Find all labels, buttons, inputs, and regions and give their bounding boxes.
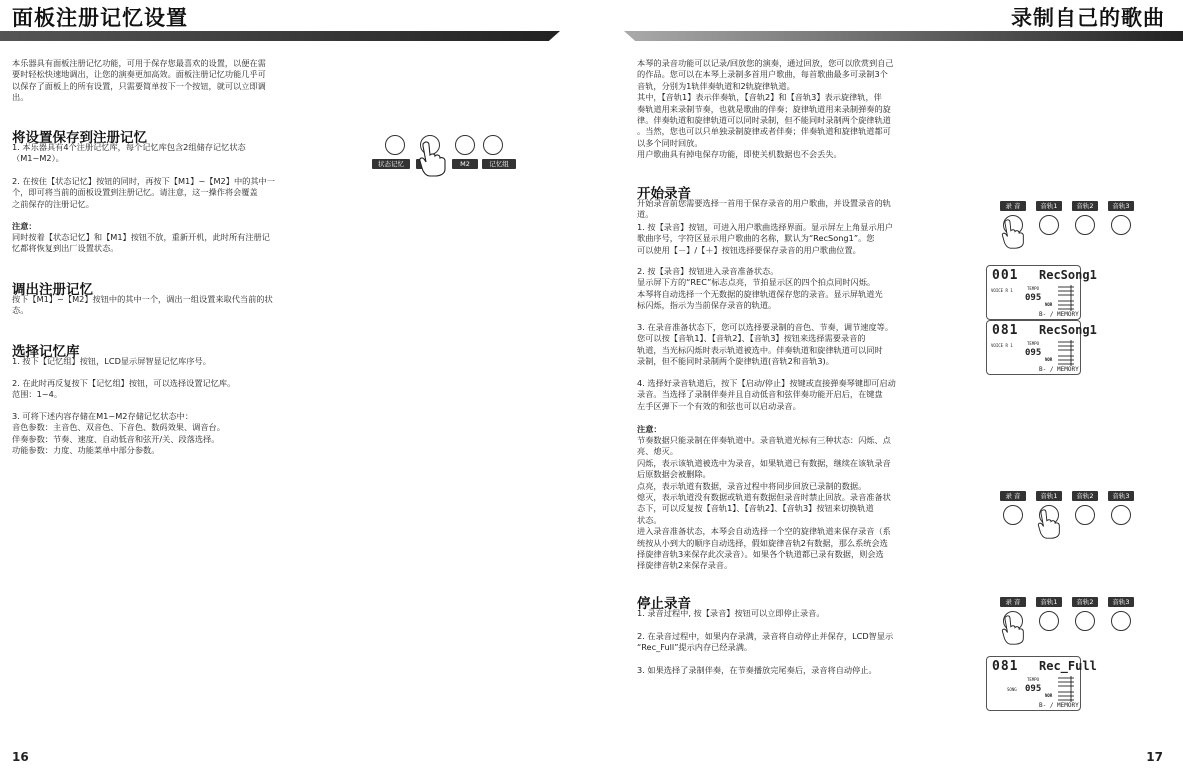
- track-2-button: [1075, 505, 1095, 525]
- lcd-display-1: [986, 265, 1097, 320]
- lcd-song-number: 081: [992, 323, 1019, 338]
- pressing-hand-icon: [418, 141, 452, 177]
- lcd-memory-label: B- / MEMORY: [1039, 702, 1079, 709]
- lcd-tempo-value: 095: [1025, 684, 1042, 694]
- lcd-display-2: [986, 320, 1097, 375]
- lcd-song-name: RecSong1: [1039, 323, 1097, 337]
- lcd-memory-label: B- / MEMORY: [1039, 366, 1079, 373]
- pressing-hand-icon: [1000, 615, 1030, 645]
- track-label-3: 音轨3: [1108, 597, 1134, 607]
- track-panel-1: [998, 201, 1148, 243]
- lcd-voice-indicator: VOICE R 1: [991, 343, 1013, 348]
- lcd-tempo-value: 095: [1025, 348, 1042, 358]
- track-label-1: 音轨1: [1036, 201, 1062, 211]
- start-step-3: 3. 在录音准备状态下，您可以选择要录制的音色、节奏，调节速度等。 您可以按【音轨1】、【音轨2】、【音轨3】按钮来选择需要录音的 轨道，当光标闪烁时表示轨道被选中。伴奏轨道和旋律轨道可以同时 录制，但不能同时录制两个旋律轨道(音轨2和音轨3)。: [637, 322, 894, 367]
- lcd-staff-icon: [1058, 283, 1074, 313]
- start-step-1: 1. 按【录音】按钮，可进入用户歌曲选择界面。显示屏左上角显示用户 歌曲序号，字符区显示用户歌曲的名称，默认为“RecSong1”。您 可以使用【－】/【＋】按钮选择要保存录音的用户歌曲位置。: [637, 222, 894, 255]
- title-band-right: [624, 31, 1183, 41]
- title-band-left: [0, 31, 560, 41]
- lcd-nor-label: NOR: [1045, 357, 1053, 362]
- right-page: [608, 0, 1183, 772]
- track-panel-2: [998, 491, 1148, 533]
- registration-panel-illustration: [370, 135, 520, 175]
- track-panel-3: [998, 597, 1148, 639]
- lcd-song-indicator: SONG: [1007, 687, 1017, 692]
- panel-label-bank: 记忆组: [482, 159, 516, 169]
- track-label-record: 录 音: [1000, 597, 1026, 607]
- panel-button-memory: [385, 135, 405, 155]
- recall-text: 按下【M1】~【M2】按钮中的其中一个，调出一组设置来取代当前的状 态。: [12, 294, 273, 316]
- lcd-tempo-value: 095: [1025, 293, 1042, 303]
- lcd-nor-label: NOR: [1045, 302, 1053, 307]
- save-step-1: 1. 本乐器具有4个注册记忆库，每个记忆库包含2组储存记忆状态 （M1~M2）。: [12, 142, 246, 164]
- lcd-memory-label: B- / MEMORY: [1039, 311, 1079, 318]
- lcd-voice-indicator: VOICE R 1: [991, 288, 1013, 293]
- bank-step-1: 1. 按下【记忆组】按钮，LCD显示屏智显记忆库序号。: [12, 356, 211, 366]
- track-label-record: 录 音: [1000, 201, 1026, 211]
- bank-step-2: 2. 在此时再反复按下【记忆组】按钮，可以选择设置记忆库。 范围：1~4。: [12, 378, 236, 400]
- track-label-record: 录 音: [1000, 491, 1026, 501]
- track-label-2: 音轨2: [1072, 491, 1098, 501]
- lcd-tempo-label: TEMPO: [1027, 286, 1040, 291]
- lcd-tempo-label: TEMPO: [1027, 677, 1040, 682]
- track-label-1: 音轨1: [1036, 491, 1062, 501]
- save-note-label: 注意：: [12, 221, 37, 231]
- save-note-text: 同时按着【状态记忆】和【M1】按钮不放，重新开机，此时所有注册记 忆都将恢复到出厂设置状态。: [12, 232, 270, 254]
- track-2-button: [1075, 215, 1095, 235]
- start-step-2: 2. 按【录音】按钮进入录音准备状态。 显示屏下方的“REC”标志点亮，节拍显示区的四个拍点同时闪烁。 本琴将自动选择一个无数据的旋律轨道保存您的录音。显示屏轨道光 标闪烁，指示为当前保存录音的轨道。: [637, 266, 883, 311]
- pressing-hand-icon: [1000, 219, 1030, 249]
- start-recording-intro: 开始录音前您需要选择一首用于保存录音的用户歌曲，并设置录音的轨 道。: [637, 198, 891, 220]
- lcd-display-3: [986, 656, 1097, 711]
- stop-step-3: 3. 如果选择了录制伴奏，在节奏播放完尾奏后，录音将自动停止。: [637, 665, 877, 675]
- page-title-right: 录制自己的歌曲: [1011, 6, 1165, 30]
- stop-step-1: 1. 录音过程中, 按【录音】按钮可以立即停止录音。: [637, 608, 825, 618]
- page-number-right: 17: [1146, 750, 1163, 764]
- lcd-song-name: Rec_Full: [1039, 659, 1097, 673]
- record-button: [1003, 505, 1023, 525]
- intro-text-left: 本乐器具有面板注册记忆功能，可用于保存您最喜欢的设置，以便在需 要时轻松快速地调出，让您的演奏更加高效。面板注册记忆功能几乎可 以保存了面板上的所有设置，只需要简单按下一个按钮，就可以立即调 出。: [12, 58, 266, 103]
- panel-label-m2: M2: [452, 159, 478, 169]
- track-1-button: [1039, 611, 1059, 631]
- track-label-2: 音轨2: [1072, 201, 1098, 211]
- track-2-button: [1075, 611, 1095, 631]
- lcd-staff-icon: [1058, 338, 1074, 368]
- heading-save-registration: 将设置保存到注册记忆: [12, 130, 147, 146]
- track-label-2: 音轨2: [1072, 597, 1098, 607]
- track-label-3: 音轨3: [1108, 201, 1134, 211]
- panel-label-memory: 状态记忆: [372, 159, 410, 169]
- track-label-1: 音轨1: [1036, 597, 1062, 607]
- track-3-button: [1111, 611, 1131, 631]
- lcd-tempo-label: TEMPO: [1027, 341, 1040, 346]
- start-note-text: 节奏数据只能录制在伴奏轨道中。录音轨道光标有三种状态：闪烁、点 亮、熄灭。 闪烁，表示该轨道被选中为录音，如果轨道已有数据，继续在该轨录音 后原数据会被删除。 点亮，表示轨道有数据，录音过程中将同步回放已录制的数据。 熄灭，表示轨道没有数据或轨道有数据但录音时禁止回放。录音准备状 态下，可以反复按【音轨1】、【音轨2】、【音轨3】按钮来切换轨道 状态。 进入录音准备状态，本琴会自动选择一个空的旋律轨道来保存录音（系 统按从小到大的顺序自动选择，假如旋律音轨2有数据，那么系统会选 择旋律音轨3来保存此次录音）。如果各个轨道都已录有数据，则会选 择旋律音轨2来保存录音。: [637, 435, 891, 571]
- track-1-button: [1039, 215, 1059, 235]
- start-step-4: 4. 选择好录音轨道后，按下【启动/停止】按键或直接弹奏琴键即可启动 录音。当选择了录制伴奏并且自动低音和弦伴奏功能开启后，在键盘 左手区弹下一个有效的和弦也可以启动录音。: [637, 378, 896, 411]
- track-3-button: [1111, 505, 1131, 525]
- panel-button-bank: [483, 135, 503, 155]
- track-label-3: 音轨3: [1108, 491, 1134, 501]
- track-3-button: [1111, 215, 1131, 235]
- heading-stop-recording: 停止录音: [637, 596, 691, 612]
- page-title-left: 面板注册记忆设置: [12, 6, 188, 30]
- pressing-hand-icon: [1036, 509, 1066, 539]
- lcd-staff-icon: [1058, 674, 1074, 704]
- bank-step-3: 3. 可将下述内容存储在M1~M2存储记忆状态中： 音色参数：主音色、双音色、下音色、数码效果、调音台。 伴奏参数：节奏、速度、自动低音和弦开/关、段落选择。 功能参数：力度、功能菜单中部分参数。: [12, 411, 225, 456]
- heading-start-recording: 开始录音: [637, 186, 691, 202]
- lcd-song-number: 081: [992, 659, 1019, 674]
- lcd-song-number: 001: [992, 268, 1019, 283]
- stop-step-2: 2. 在录音过程中，如果内存录满，录音将自动停止并保存，LCD智显示 “Rec_Full”提示内存已经录满。: [637, 631, 894, 653]
- start-note-label: 注意：: [637, 424, 662, 434]
- heading-recall-registration: 调出注册记忆: [12, 282, 93, 298]
- panel-button-m2: [455, 135, 475, 155]
- page-number-left: 16: [12, 750, 29, 764]
- save-step-2: 2. 在按住【状态记忆】按钮的同时，再按下【M1】~【M2】中的其中一 个，即可将当前的面板设置到注册记忆。请注意，这一操作将会覆盖 之前保存的注册记忆。: [12, 176, 275, 209]
- heading-select-bank: 选择记忆库: [12, 344, 80, 360]
- intro-text-right: 本琴的录音功能可以记录/回放您的演奏，通过回放，您可以欣赏到自己 的作品。您可以在本琴上录制多首用户歌曲，每首歌曲最多可录制3个 音轨，分别为1轨伴奏轨道和2轨旋律轨道。 其中，【音轨1】表示伴奏轨，【音轨2】和【音轨3】表示旋律轨，伴 奏轨道用来录制节奏，也就是歌曲的伴奏；旋律轨道用来录制弹奏的旋 律。伴奏轨道和旋律轨道可以同时录制，但不能同时录制两个旋律轨道 。当然，您也可以只单独录制旋律或者伴奏；伴奏轨道和旋律轨道都可 以多个同时回放。 用户歌曲具有掉电保存功能，即使关机数据也不会丢失。: [637, 58, 894, 160]
- lcd-song-name: RecSong1: [1039, 268, 1097, 282]
- left-page: [0, 0, 575, 772]
- lcd-nor-label: NOR: [1045, 693, 1053, 698]
